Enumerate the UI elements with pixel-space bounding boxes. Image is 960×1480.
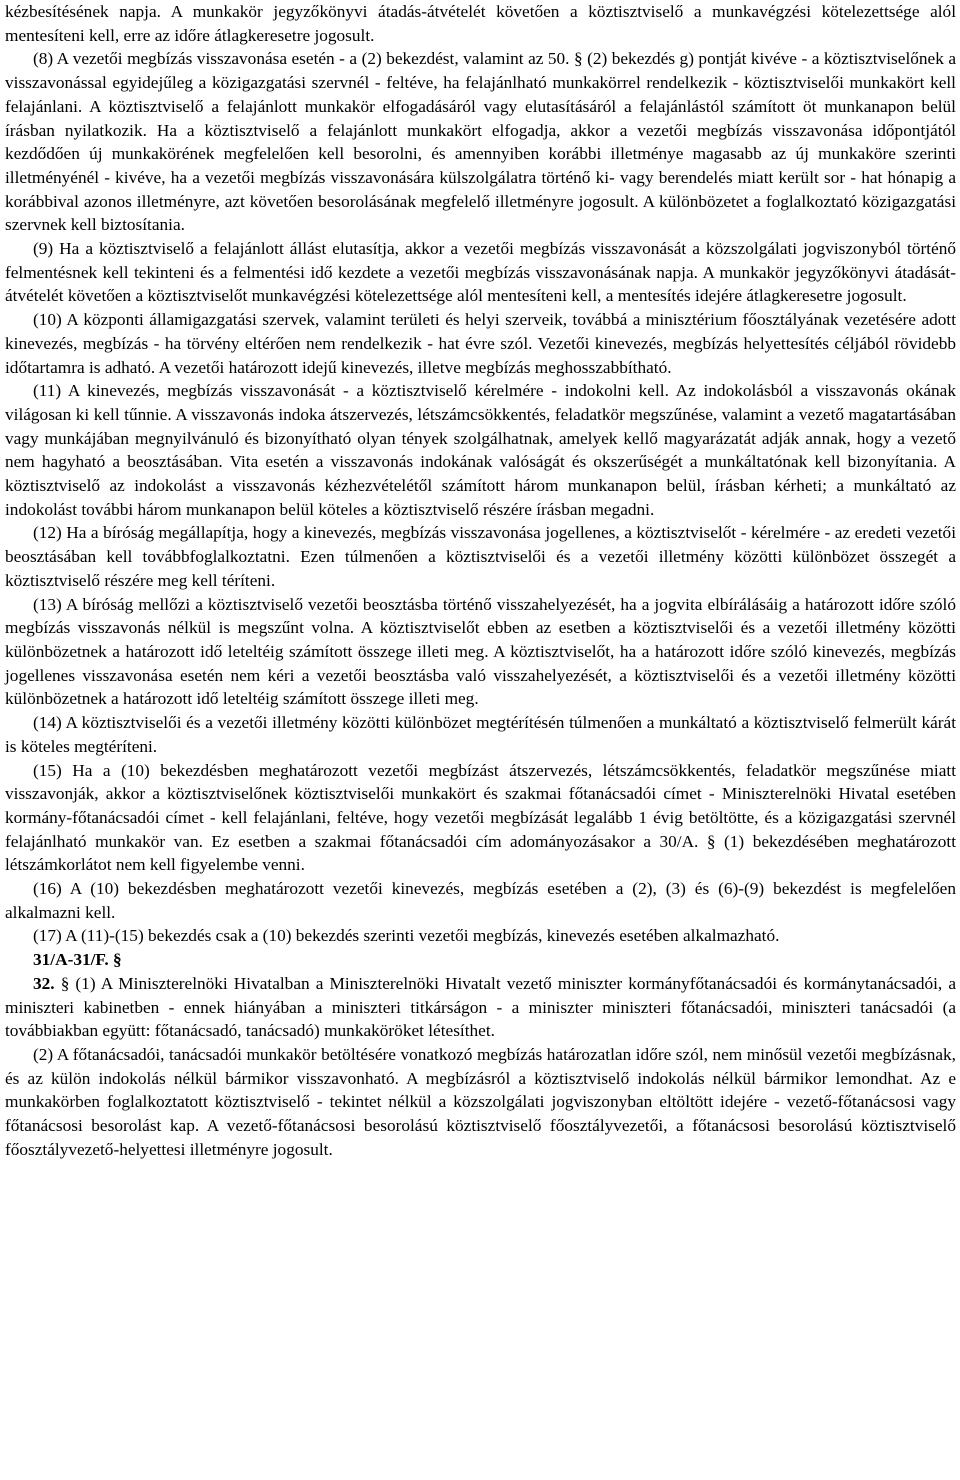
paragraph-14: (14) A köztisztviselői és a vezetői illetmény közötti különbözet megtérítésén túlmenően a munkáltató a köztisztviselő felmerült kárát is köteles megtéríteni. [5, 713, 956, 756]
paragraph-11: (11) A kinevezés, megbízás visszavonását - a köztisztviselő kérelmére - indokolni kell. Az indokolásból a visszavonás okának világosan ki kell tűnnie. A visszavonás indoka átszervezés, létszámcsökkentés, feladatkör megszűnése, valamint a vezető magatartásában vagy munkájában megnyilvánuló és bizonyítható olyan tények szolgálhatnak, amelyek kellő magyarázatát adják annak, hogy a vezető nem hagyható a beosztásában. Vita esetén a visszavonás indokának valóságát és okszerűségét a munkáltatónak kell bizonyítania. A köztisztviselő az indokolást a visszavonás kézhezvételétől számított három munkanapon belül, írásban kérheti; a munkáltató az indokolást további három munkanapon belül köteles a köztisztviselő részére írásban megadni. [5, 381, 956, 519]
paragraph-12: (12) Ha a bíróság megállapítja, hogy a kinevezés, megbízás visszavonása jogellenes, a köztisztviselőt - kérelmére - az eredeti vezetői beosztásában kell továbbfoglalkoztatni. Ezen túlmenően a köztisztviselői és a vezetői illetmény közötti különbözet összegét a köztisztviselő részére meg kell téríteni. [5, 523, 956, 590]
article-32-number: 32. [33, 973, 55, 993]
paragraph-15: (15) Ha a (10) bekezdésben meghatározott vezetői megbízást átszervezés, létszámcsökkentés, feladatkör megszűnése miatt visszavonják, akkor a köztisztviselőnek köztisztviselői munkakört és szakmai főtanácsadói címet - Miniszterelnöki Hivatal esetében kormány-főtanácsadói címet - kell felajánlani, feltéve, hogy vezetői megbízását legalább 1 évig betöltötte, és a közigazgatási szervnél felajánlható munkakör van. Ez esetben a szakmai főtanácsadói cím adományozásakor a 30/A. § (1) bekezdésében meghatározott létszámkorlátot nem kell figyelembe venni. [5, 760, 956, 875]
article-32-paragraph-2: (2) A főtanácsadói, tanácsadói munkakör betöltésére vonatkozó megbízás határozatlan időre szól, nem minősül vezetői megbízásnak, és az külön indokolás nélkül bármikor visszavonható. A megbízásról a köztisztviselő indokolás nélkül bármikor lemondhat. Az e munkakörben foglalkoztatott köztisztviselő - tekintet nélkül a közszolgálati jogviszonyban eltöltött idejére - vezető-főtanácsosi vagy főtanácsosi besorolást kap. A vezető-főtanácsosi besorolású köztisztviselő főosztályvezetői, a főtanácsosi besorolású köztisztviselő főosztályvezető-helyettesi illetményre jogosult. [5, 1044, 956, 1159]
article-32-paragraph-1-text: § (1) A Miniszterelnöki Hivatalban a Miniszterelnöki Hivatalt vezető miniszter kormányfőtanácsadói és kormánytanácsadói, a miniszteri kabinetben - ennek hiányában a miniszteri titkárságon - a miniszter miniszteri főtanácsadói, miniszteri tanácsadói (a továbbiakban együtt: főtanácsadó, tanácsadó) munkaköröket létesíthet. [5, 973, 957, 1041]
paragraph-intro-tail: kézbesítésének napja. A munkakör jegyzőkönyvi átadás-átvételét követően a köztisztviselő a munkavégzési kötelezettsége alól mentesíteni kell, erre az időre átlagkeresetre jogosult. [5, 2, 956, 45]
paragraph-13: (13) A bíróság mellőzi a köztisztviselő vezetői beosztásba történő visszahelyezését, ha a jogvita elbírálásáig a határozott időre szóló megbízás visszavonás nélkül is megszűnt volna. A köztisztviselőt ebben az esetben a köztisztviselői és a vezetői illetmény közötti különbözetnek a határozott idő leteltéig számított összege illeti meg. A köztisztviselőt, ha a határozott időre szóló kinevezés, megbízás jogellenes visszavonása esetén nem kéri a vezetői beosztásba való visszahelyezését, a köztisztviselői és a vezetői illetmény közötti különbözetnek a határozott idő leteltéig számított összege illeti meg. [5, 594, 956, 709]
paragraph-9: (9) Ha a köztisztviselő a felajánlott állást elutasítja, akkor a vezetői megbízás visszavonását a közszolgálati jogviszonyból történő felmentésnek kell tekinteni és a felmentési idő kezdete a vezetői megbízás visszavonásának napja. A munkakör jegyzőkönyvi átadását-átvételét követően a köztisztviselőt munkavégzési kötelezettsége alól mentesíteni kell, a mentesítés idejére átlagkeresetre jogosult. [5, 239, 956, 306]
paragraph-10: (10) A központi államigazgatási szervek, valamint területi és helyi szerveik, továbbá a minisztérium főosztályának vezetésére adott kinevezés, megbízás - ha törvény eltérően nem rendelkezik - hat évre szól. Vezetői kinevezés, megbízás helyettesítés céljából rövidebb időtartamra is adható. A vezetői határozott idejű kinevezés, illetve megbízás meghosszabbítható. [5, 310, 956, 377]
paragraph-17: (17) A (11)-(15) bekezdés csak a (10) bekezdés szerinti vezetői megbízás, kinevezés esetében alkalmazható. [33, 926, 780, 946]
paragraph-16: (16) A (10) bekezdésben meghatározott vezetői kinevezés, megbízás esetében a (2), (3) és (6)-(9) bekezdést is megfelelően alkalmazni kell. [5, 879, 956, 922]
paragraph-8: (8) A vezetői megbízás visszavonása esetén - a (2) bekezdést, valamint az 50. § (2) bekezdés g) pontját kivéve - a köztisztviselőnek a visszavonással egyidejűleg a közigazgatási szervnél - feltéve, ha felajánlható munkakörrel rendelkezik - köztisztviselői munkakört kell felajánlani. A köztisztviselő a felajánlott munkakör elfogadásáról vagy elutasításáról a felajánlástól számított öt munkanapon belül írásban nyilatkozik. Ha a köztisztviselő a felajánlott munkakört elfogadja, akkor a vezetői megbízás visszavonása időpontjától kezdődően új munkakörének megfelelően kell besorolni, és amennyiben korábbi illetménye magasabb az új munkaköre szerinti illetményénél - kivéve, ha a vezetői megbízás visszavonására külszolgálatra történő ki- vagy berendelés miatt került sor - hat hónapig a korábbival azonos illetményre, azt követően besorolásának megfelelő illetményre jogosult. A különbözetet a foglalkoztató közigazgatási szervnek kell biztosítania. [5, 49, 956, 235]
article-32-paragraph-1 [5, 972, 956, 1043]
section-heading-31: 31/A-31/F. § [33, 950, 122, 970]
